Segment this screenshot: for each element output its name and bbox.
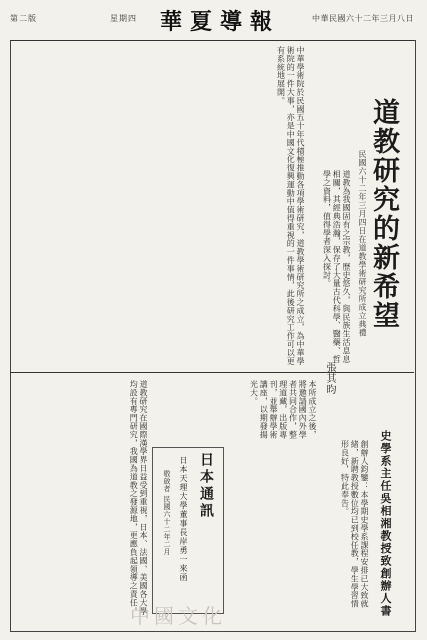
article-title: 道教研究的新希望 <box>368 98 399 330</box>
side-article-body: 創辦人鈞鑒：本學期史學系課程安排已大致就緒，新聘教授數位均已到校任教，學生學習情形良好，特此奉告。 <box>340 440 369 608</box>
article-subtitle: 民國六十二年三月四日在道教學術研究所成立典禮 <box>358 150 367 337</box>
header-rule <box>10 40 414 41</box>
japan-news-date: 敬啟者 民國六十二年二月 <box>163 470 171 556</box>
article-body-mid: 本所成立之後，將邀請國內外學者共同合作，整理道藏，出版專刊，並舉辦學術講座，以期發揚光大。 <box>249 380 317 439</box>
weekday-label: 星期四 <box>110 14 137 23</box>
fold-rule <box>10 372 414 373</box>
page-label: 第二版 <box>10 14 37 23</box>
article-body-top-right: 道教為我國固有之宗教，歷史悠久，與民族生活息息相關，其經典浩瀚，保存了大量古代科學、醫藥、哲學之資料，值得學者深入探討。 <box>322 170 351 364</box>
masthead <box>10 5 414 39</box>
newspaper-title: 華夏導報 <box>160 9 281 35</box>
issue-date: 中華民國六十二年三月八日 <box>312 14 414 23</box>
article-body-top-left: 中華學術院於民國五十年代積極推動各項學術研究，道教學術研究所之成立，為中華學術院的一件大事，亦是中國文化復興運動中值得重視的一件事情，此後研究工作可以更有系統地展開。 <box>276 46 305 366</box>
japan-news-title: 日本通訊 <box>198 452 214 520</box>
watermark: 中國文化 <box>130 604 226 628</box>
japan-news-subtitle: 日本天理大學董事長岸勇一來函 <box>179 456 188 582</box>
article-author: 張其昀 <box>324 362 335 395</box>
article-body-lower-left: 道教研究在國際漢學界日益受到重視，日本、法國、美國各大學均設有專門研究，我國為道教之發源地，更應負起領導之責任。 <box>129 380 148 616</box>
side-article-title: 史學系主任吳相湘教授致創辦人書 <box>379 430 392 618</box>
